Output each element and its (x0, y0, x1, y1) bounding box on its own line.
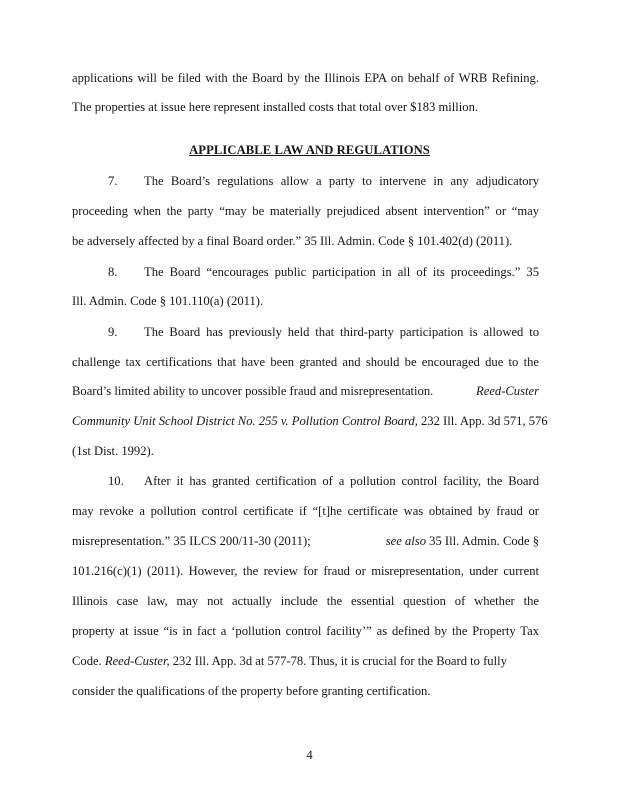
paragraph-8-first-line (72, 262, 539, 282)
paragraph-10-line-8: consider the qualifications of the property before granting certification. (72, 684, 431, 698)
page-number: 4 (306, 748, 313, 762)
paragraph-10-line-7-code: Code. (72, 654, 102, 668)
paragraph-10-line-1: After it has granted certification of a pollution control facility, the Board (144, 474, 539, 488)
paragraph-9-first-line (72, 322, 539, 342)
paragraph-10-line-7 (72, 651, 539, 671)
intro-line-1: applications will be filed with the Board by the Illinois EPA on behalf of WRB Refining. (72, 71, 539, 85)
intro-line-2: The properties at issue here represent installed costs that total over $183 million. (72, 100, 479, 114)
paragraph-8-line-1: The Board “encourages public participation in all of its proceedings.” 35 (144, 265, 539, 279)
paragraph-7-line-3: be adversely affected by a final Board order.” 35 Ill. Admin. Code § 101.402(d) (2011). (72, 234, 513, 248)
paragraph-10-line-3-cite: 35 Ill. Admin. Code § (426, 534, 539, 548)
paragraph-9-line-3 (72, 381, 539, 401)
case-citation-full-name: Community Unit School District No. 255 v. Pollution Control Board, (72, 414, 418, 428)
paragraph-10-first-line (72, 471, 539, 491)
paragraph-7-line-2: proceeding when the party “may be materially prejudiced absent intervention” or “may (72, 204, 539, 218)
case-citation-reporter: 232 Ill. App. 3d 571, 576 (417, 414, 548, 428)
paragraph-9-line-1: The Board has previously held that third-party participation is allowed to (144, 325, 539, 339)
paragraph-7-line-1: The Board’s regulations allow a party to intervene in any adjudicatory (144, 174, 539, 188)
see-also-signal: see also (385, 534, 426, 548)
paragraph-10-line-3-text: misrepresentation.” 35 ILCS 200/11-30 (2011); (72, 534, 311, 548)
section-heading: APPLICABLE LAW AND REGULATIONS (189, 143, 430, 157)
paragraph-9-line-3-text: Board’s limited ability to uncover possible fraud and misrepresentation. (72, 384, 434, 398)
paragraph-9-line-4 (72, 411, 548, 431)
paragraph-7-number: 7. (108, 174, 118, 188)
paragraph-8-line-2: Ill. Admin. Code § 101.110(a) (2011). (72, 294, 264, 308)
paragraph-10-line-7-rest: 232 Ill. App. 3d at 577-78. Thus, it is crucial for the Board to fully (169, 654, 507, 668)
paragraph-10-number: 10. (108, 474, 124, 488)
case-citation-reed-custer: Reed-Custer (476, 384, 539, 398)
paragraph-9-number: 9. (108, 325, 118, 339)
short-citation-reed-custer: Reed-Custer, (104, 654, 170, 668)
paragraph-10-line-5: Illinois case law, may not actually include the essential question of whether the (72, 594, 539, 608)
paragraph-10-line-2: may revoke a pollution control certificate if “[t]he certificate was obtained by fraud or (72, 504, 539, 518)
paragraph-7-first-line (72, 171, 539, 191)
paragraph-10-line-4: 101.216(c)(1) (2011). However, the review for fraud or misrepresentation, under current (72, 564, 539, 578)
paragraph-10-line-6: property at issue “is in fact a ‘pollution control facility’” as defined by the Property Tax (72, 624, 539, 638)
paragraph-9-line-2: challenge tax certifications that have been granted and should be encouraged due to the (72, 355, 539, 369)
paragraph-9-line-5: (1st Dist. 1992). (72, 444, 154, 458)
paragraph-10-line-3 (72, 531, 539, 551)
paragraph-8-number: 8. (108, 265, 118, 279)
